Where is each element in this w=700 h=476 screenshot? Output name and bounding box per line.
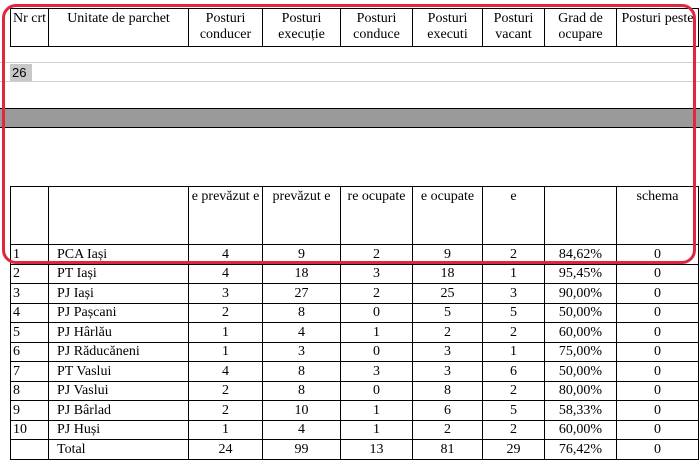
row-peste-schema-cell: 0 bbox=[617, 284, 699, 304]
row-executie-prevazute-cell: 27 bbox=[263, 284, 341, 304]
row-executie-ocupate-cell: 8 bbox=[413, 381, 483, 401]
row-nr-cell bbox=[11, 440, 49, 460]
header-table bbox=[10, 8, 699, 47]
row-executie-prevazute-cell: 8 bbox=[263, 381, 341, 401]
row-vacante-cell: 5 bbox=[483, 401, 545, 421]
row-grad-ocupare-cell: 75,00% bbox=[545, 342, 617, 362]
subheader-cell: e prevăzut e bbox=[189, 187, 263, 245]
row-peste-schema-cell: 0 bbox=[617, 342, 699, 362]
row-conducere-prevazute-cell: 1 bbox=[189, 342, 263, 362]
row-conducere-ocupate-cell: 1 bbox=[341, 420, 413, 440]
row-vacante-cell: 2 bbox=[483, 245, 545, 265]
grid-line bbox=[0, 81, 700, 82]
row-grad-ocupare-cell: 76,42% bbox=[545, 440, 617, 460]
row-conducere-ocupate-cell: 1 bbox=[341, 323, 413, 343]
row-peste-schema-cell: 0 bbox=[617, 440, 699, 460]
row-executie-prevazute-cell: 3 bbox=[263, 342, 341, 362]
row-executie-prevazute-cell: 4 bbox=[263, 323, 341, 343]
table-row bbox=[11, 323, 699, 343]
row-conducere-ocupate-cell: 0 bbox=[341, 342, 413, 362]
table-row bbox=[11, 264, 699, 284]
header-cell-posturi-vacante: Posturi vacant bbox=[483, 9, 545, 47]
row-conducere-ocupate-cell: 13 bbox=[341, 440, 413, 460]
row-grad-ocupare-cell: 58,33% bbox=[545, 401, 617, 421]
row-conducere-ocupate-cell: 0 bbox=[341, 381, 413, 401]
row-conducere-prevazute-cell: 1 bbox=[189, 323, 263, 343]
subheader-cell bbox=[11, 187, 49, 245]
table-row bbox=[11, 440, 699, 460]
header-cell-nr: Nr crt bbox=[11, 9, 49, 47]
row-vacante-cell: 1 bbox=[483, 342, 545, 362]
subheader-cell: e bbox=[483, 187, 545, 245]
gray-band bbox=[0, 108, 700, 128]
row-conducere-ocupate-cell: 1 bbox=[341, 401, 413, 421]
row-nr-cell: 3 bbox=[11, 284, 49, 304]
row-peste-schema-cell: 0 bbox=[617, 264, 699, 284]
row-unit-cell: PJ Huși bbox=[49, 420, 189, 440]
row-marker: 26 bbox=[10, 64, 32, 81]
row-conducere-ocupate-cell: 3 bbox=[341, 362, 413, 382]
row-nr-cell: 2 bbox=[11, 264, 49, 284]
row-conducere-prevazute-cell: 2 bbox=[189, 303, 263, 323]
table-row bbox=[11, 245, 699, 265]
row-grad-ocupare-cell: 60,00% bbox=[545, 323, 617, 343]
header-cell-unit: Unitate de parchet bbox=[49, 9, 189, 47]
row-nr-cell: 9 bbox=[11, 401, 49, 421]
row-grad-ocupare-cell: 80,00% bbox=[545, 381, 617, 401]
row-conducere-ocupate-cell: 2 bbox=[341, 284, 413, 304]
row-nr-cell: 7 bbox=[11, 362, 49, 382]
row-peste-schema-cell: 0 bbox=[617, 323, 699, 343]
row-grad-ocupare-cell: 60,00% bbox=[545, 420, 617, 440]
header-cell-posturi-executie-ocupate: Posturi executi bbox=[413, 9, 483, 47]
row-unit-cell: PCA Iași bbox=[49, 245, 189, 265]
data-table bbox=[10, 186, 699, 460]
row-conducere-prevazute-cell: 2 bbox=[189, 401, 263, 421]
grid-line bbox=[0, 62, 700, 63]
row-conducere-prevazute-cell: 1 bbox=[189, 420, 263, 440]
row-executie-prevazute-cell: 8 bbox=[263, 362, 341, 382]
subheader-cell: prevăzut e bbox=[263, 187, 341, 245]
row-executie-ocupate-cell: 3 bbox=[413, 362, 483, 382]
row-unit-cell: PJ Vaslui bbox=[49, 381, 189, 401]
row-executie-prevazute-cell: 4 bbox=[263, 420, 341, 440]
row-grad-ocupare-cell: 50,00% bbox=[545, 303, 617, 323]
row-peste-schema-cell: 0 bbox=[617, 362, 699, 382]
header-row bbox=[11, 9, 699, 47]
table-row bbox=[11, 401, 699, 421]
row-nr-cell: 8 bbox=[11, 381, 49, 401]
row-grad-ocupare-cell: 50,00% bbox=[545, 362, 617, 382]
row-nr-cell: 4 bbox=[11, 303, 49, 323]
table-row bbox=[11, 303, 699, 323]
row-vacante-cell: 6 bbox=[483, 362, 545, 382]
row-conducere-ocupate-cell: 3 bbox=[341, 264, 413, 284]
row-unit-cell: PJ Hârlău bbox=[49, 323, 189, 343]
subheader-cell: schema bbox=[617, 187, 699, 245]
subheader-cell bbox=[545, 187, 617, 245]
row-vacante-cell: 2 bbox=[483, 381, 545, 401]
table-row bbox=[11, 284, 699, 304]
table-row bbox=[11, 362, 699, 382]
row-executie-ocupate-cell: 25 bbox=[413, 284, 483, 304]
row-executie-ocupate-cell: 81 bbox=[413, 440, 483, 460]
table-row bbox=[11, 420, 699, 440]
row-vacante-cell: 2 bbox=[483, 323, 545, 343]
row-grad-ocupare-cell: 90,00% bbox=[545, 284, 617, 304]
row-conducere-ocupate-cell: 0 bbox=[341, 303, 413, 323]
row-conducere-prevazute-cell: 4 bbox=[189, 264, 263, 284]
row-vacante-cell: 29 bbox=[483, 440, 545, 460]
row-unit-cell: PJ Pașcani bbox=[49, 303, 189, 323]
row-grad-ocupare-cell: 84,62% bbox=[545, 245, 617, 265]
row-executie-prevazute-cell: 10 bbox=[263, 401, 341, 421]
row-unit-cell: PJ Bârlad bbox=[49, 401, 189, 421]
header-cell-posturi-conducere-prevazute: Posturi conducer bbox=[189, 9, 263, 47]
row-executie-prevazute-cell: 8 bbox=[263, 303, 341, 323]
row-grad-ocupare-cell: 95,45% bbox=[545, 264, 617, 284]
row-executie-ocupate-cell: 2 bbox=[413, 420, 483, 440]
subheader-cell: e ocupate bbox=[413, 187, 483, 245]
row-unit-cell: PT Vaslui bbox=[49, 362, 189, 382]
row-executie-prevazute-cell: 18 bbox=[263, 264, 341, 284]
row-vacante-cell: 1 bbox=[483, 264, 545, 284]
row-vacante-cell: 5 bbox=[483, 303, 545, 323]
table-row bbox=[11, 342, 699, 362]
row-executie-ocupate-cell: 9 bbox=[413, 245, 483, 265]
subheader-cell bbox=[49, 187, 189, 245]
row-conducere-prevazute-cell: 2 bbox=[189, 381, 263, 401]
row-conducere-prevazute-cell: 3 bbox=[189, 284, 263, 304]
row-unit-cell: PJ Iași bbox=[49, 284, 189, 304]
row-peste-schema-cell: 0 bbox=[617, 401, 699, 421]
row-executie-ocupate-cell: 5 bbox=[413, 303, 483, 323]
row-unit-cell: Total bbox=[49, 440, 189, 460]
row-executie-ocupate-cell: 6 bbox=[413, 401, 483, 421]
row-nr-cell: 1 bbox=[11, 245, 49, 265]
row-conducere-prevazute-cell: 4 bbox=[189, 362, 263, 382]
row-peste-schema-cell: 0 bbox=[617, 303, 699, 323]
row-unit-cell: PJ Răducăneni bbox=[49, 342, 189, 362]
row-peste-schema-cell: 0 bbox=[617, 245, 699, 265]
row-executie-ocupate-cell: 2 bbox=[413, 323, 483, 343]
row-nr-cell: 10 bbox=[11, 420, 49, 440]
row-peste-schema-cell: 0 bbox=[617, 420, 699, 440]
row-vacante-cell: 2 bbox=[483, 420, 545, 440]
row-conducere-ocupate-cell: 2 bbox=[341, 245, 413, 265]
row-unit-cell: PT Iași bbox=[49, 264, 189, 284]
header-cell-posturi-executie-prevazute: Posturi execuție bbox=[263, 9, 341, 47]
header-cell-posturi-peste: Posturi peste bbox=[617, 9, 699, 47]
row-conducere-prevazute-cell: 4 bbox=[189, 245, 263, 265]
table-row bbox=[11, 381, 699, 401]
subheader-cell: re ocupate bbox=[341, 187, 413, 245]
subheader-row bbox=[11, 187, 699, 245]
header-cell-grad-ocupare: Grad de ocupare bbox=[545, 9, 617, 47]
row-executie-ocupate-cell: 3 bbox=[413, 342, 483, 362]
row-conducere-prevazute-cell: 24 bbox=[189, 440, 263, 460]
row-vacante-cell: 3 bbox=[483, 284, 545, 304]
row-executie-prevazute-cell: 99 bbox=[263, 440, 341, 460]
row-nr-cell: 5 bbox=[11, 323, 49, 343]
row-executie-prevazute-cell: 9 bbox=[263, 245, 341, 265]
row-nr-cell: 6 bbox=[11, 342, 49, 362]
row-executie-ocupate-cell: 18 bbox=[413, 264, 483, 284]
row-peste-schema-cell: 0 bbox=[617, 381, 699, 401]
table-body bbox=[11, 245, 699, 460]
header-cell-posturi-conducere-ocupate: Posturi conduce bbox=[341, 9, 413, 47]
